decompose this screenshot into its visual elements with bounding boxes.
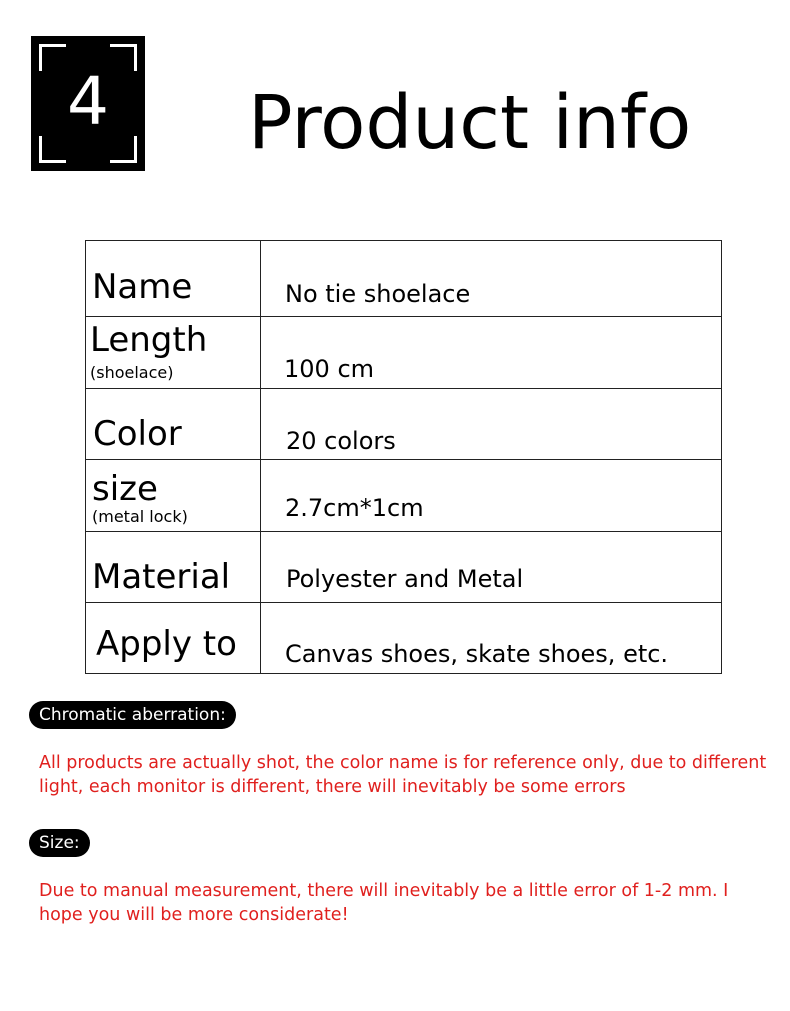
spec-value-size: 2.7cm*1cm xyxy=(285,494,424,522)
spec-value-material: Polyester and Metal xyxy=(286,565,524,593)
spec-row-name xyxy=(86,241,722,317)
spec-key-cell xyxy=(86,603,261,674)
size-note: Due to manual measurement, there will inevitably be a little error of 1-2 mm. I hope you will be more considerate! xyxy=(39,881,729,925)
spec-row-material xyxy=(86,532,722,603)
spec-key-cell xyxy=(86,460,261,532)
spec-key-length-note: (shoelace) xyxy=(90,363,174,382)
spec-value-color: 20 colors xyxy=(286,427,396,455)
spec-row-length xyxy=(86,317,722,389)
spec-value-name: No tie shoelace xyxy=(285,280,471,308)
spec-key-cell xyxy=(86,241,261,317)
spec-value-length: 100 cm xyxy=(284,355,375,383)
spec-row-color xyxy=(86,389,722,460)
section-number-badge xyxy=(31,36,145,171)
spec-row-size xyxy=(86,460,722,532)
spec-value-cell xyxy=(261,460,722,532)
section-number: 4 xyxy=(67,63,109,140)
product-spec-table xyxy=(85,240,722,674)
spec-key-color: Color xyxy=(93,414,182,454)
spec-row-apply-to xyxy=(86,603,722,674)
spec-value-apply-to: Canvas shoes, skate shoes, etc. xyxy=(285,640,669,668)
chromatic-aberration-label: Chromatic aberration: xyxy=(29,701,236,729)
spec-key-name: Name xyxy=(92,267,193,307)
frame-corner-bottom-right xyxy=(110,136,137,163)
spec-value-cell xyxy=(261,603,722,674)
page-title: Product info xyxy=(248,80,692,166)
spec-value-cell xyxy=(261,317,722,389)
spec-key-cell xyxy=(86,532,261,603)
spec-value-cell xyxy=(261,532,722,603)
frame-corner-bottom-left xyxy=(39,136,66,163)
size-label: Size: xyxy=(29,829,90,857)
spec-key-material: Material xyxy=(92,557,231,597)
chromatic-aberration-note: All products are actually shot, the color name is for reference only, due to different light, each monitor is different, there will inevitably be some errors xyxy=(39,753,767,797)
spec-key-size: size xyxy=(92,469,158,509)
spec-key-apply-to: Apply to xyxy=(96,624,237,664)
spec-value-cell xyxy=(261,389,722,460)
spec-value-cell xyxy=(261,241,722,317)
spec-key-length: Length xyxy=(90,320,208,360)
spec-key-cell xyxy=(86,389,261,460)
spec-key-cell xyxy=(86,317,261,389)
spec-key-size-note: (metal lock) xyxy=(92,507,188,526)
